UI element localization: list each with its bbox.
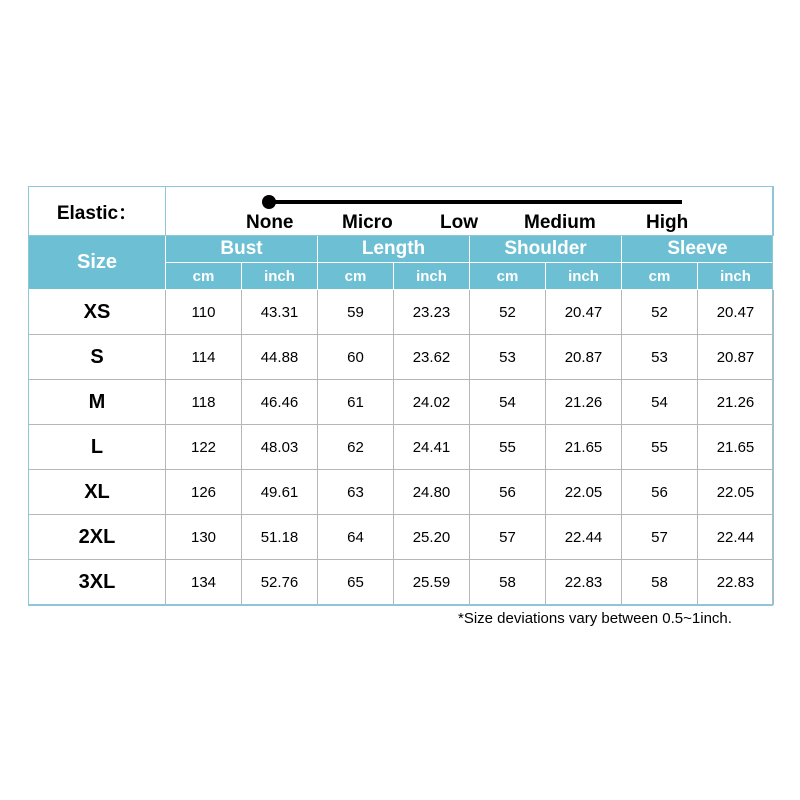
table-cell: 25.20 <box>394 515 470 560</box>
table-cell: 110 <box>166 290 242 335</box>
unit-header: cm <box>622 263 698 290</box>
size-table <box>28 186 774 605</box>
size-label: 3XL <box>29 560 166 605</box>
table-cell: 44.88 <box>242 335 318 380</box>
size-chart <box>28 186 773 606</box>
table-cell: 55 <box>622 425 698 470</box>
table-cell: 49.61 <box>242 470 318 515</box>
table-cell: 43.31 <box>242 290 318 335</box>
table-cell: 62 <box>318 425 394 470</box>
table-cell: 21.26 <box>546 380 622 425</box>
table-cell: 24.02 <box>394 380 470 425</box>
table-cell: 122 <box>166 425 242 470</box>
table-cell: 25.59 <box>394 560 470 605</box>
shoulder-header: Shoulder <box>470 236 622 263</box>
table-cell: 56 <box>622 470 698 515</box>
table-row <box>29 425 774 470</box>
table-cell: 52 <box>622 290 698 335</box>
table-cell: 57 <box>622 515 698 560</box>
elastic-label: Elastic： <box>29 187 166 236</box>
elastic-row <box>29 187 774 236</box>
table-cell: 61 <box>318 380 394 425</box>
table-cell: 58 <box>470 560 546 605</box>
table-cell: 54 <box>622 380 698 425</box>
table-row <box>29 380 774 425</box>
table-cell: 64 <box>318 515 394 560</box>
table-cell: 114 <box>166 335 242 380</box>
table-cell: 21.65 <box>546 425 622 470</box>
table-cell: 21.65 <box>698 425 774 470</box>
header-group-row <box>29 236 774 263</box>
table-cell: 23.62 <box>394 335 470 380</box>
unit-header: inch <box>546 263 622 290</box>
elastic-level-micro: Micro <box>342 212 393 233</box>
unit-header: inch <box>698 263 774 290</box>
elastic-level-low: Low <box>440 212 478 233</box>
table-cell: 20.47 <box>698 290 774 335</box>
elastic-level-medium: Medium <box>524 212 596 233</box>
table-cell: 54 <box>470 380 546 425</box>
table-cell: 20.87 <box>546 335 622 380</box>
table-cell: 118 <box>166 380 242 425</box>
elastic-level-none: None <box>246 212 294 233</box>
table-cell: 24.41 <box>394 425 470 470</box>
table-cell: 55 <box>470 425 546 470</box>
size-deviation-note: *Size deviations vary between 0.5~1inch. <box>458 610 732 627</box>
table-cell: 20.47 <box>546 290 622 335</box>
size-label: M <box>29 380 166 425</box>
size-label: S <box>29 335 166 380</box>
table-cell: 130 <box>166 515 242 560</box>
unit-header: inch <box>394 263 470 290</box>
bust-header: Bust <box>166 236 318 263</box>
unit-header: cm <box>166 263 242 290</box>
table-cell: 22.44 <box>546 515 622 560</box>
size-column-header: Size <box>29 236 166 290</box>
size-label: L <box>29 425 166 470</box>
size-label: 2XL <box>29 515 166 560</box>
unit-header: cm <box>318 263 394 290</box>
table-cell: 57 <box>470 515 546 560</box>
table-cell: 22.05 <box>698 470 774 515</box>
elastic-slider-track <box>270 200 682 204</box>
table-cell: 22.83 <box>698 560 774 605</box>
table-cell: 60 <box>318 335 394 380</box>
table-cell: 22.05 <box>546 470 622 515</box>
table-row <box>29 290 774 335</box>
table-cell: 56 <box>470 470 546 515</box>
table-cell: 59 <box>318 290 394 335</box>
length-header: Length <box>318 236 470 263</box>
table-cell: 65 <box>318 560 394 605</box>
table-cell: 52 <box>470 290 546 335</box>
table-cell: 53 <box>470 335 546 380</box>
table-cell: 46.46 <box>242 380 318 425</box>
table-cell: 52.76 <box>242 560 318 605</box>
table-cell: 22.83 <box>546 560 622 605</box>
table-cell: 23.23 <box>394 290 470 335</box>
unit-header: cm <box>470 263 546 290</box>
table-cell: 63 <box>318 470 394 515</box>
table-cell: 134 <box>166 560 242 605</box>
unit-header: inch <box>242 263 318 290</box>
sleeve-header: Sleeve <box>622 236 774 263</box>
table-cell: 51.18 <box>242 515 318 560</box>
table-row <box>29 470 774 515</box>
elastic-slider-knob <box>262 195 276 209</box>
table-cell: 58 <box>622 560 698 605</box>
elastic-scale <box>166 187 774 236</box>
size-label: XS <box>29 290 166 335</box>
elastic-level-high: High <box>646 212 689 233</box>
size-label: XL <box>29 470 166 515</box>
table-cell: 22.44 <box>698 515 774 560</box>
table-row <box>29 335 774 380</box>
table-cell: 20.87 <box>698 335 774 380</box>
table-cell: 21.26 <box>698 380 774 425</box>
table-cell: 48.03 <box>242 425 318 470</box>
table-cell: 24.80 <box>394 470 470 515</box>
table-cell: 126 <box>166 470 242 515</box>
table-row <box>29 560 774 605</box>
table-cell: 53 <box>622 335 698 380</box>
table-row <box>29 515 774 560</box>
